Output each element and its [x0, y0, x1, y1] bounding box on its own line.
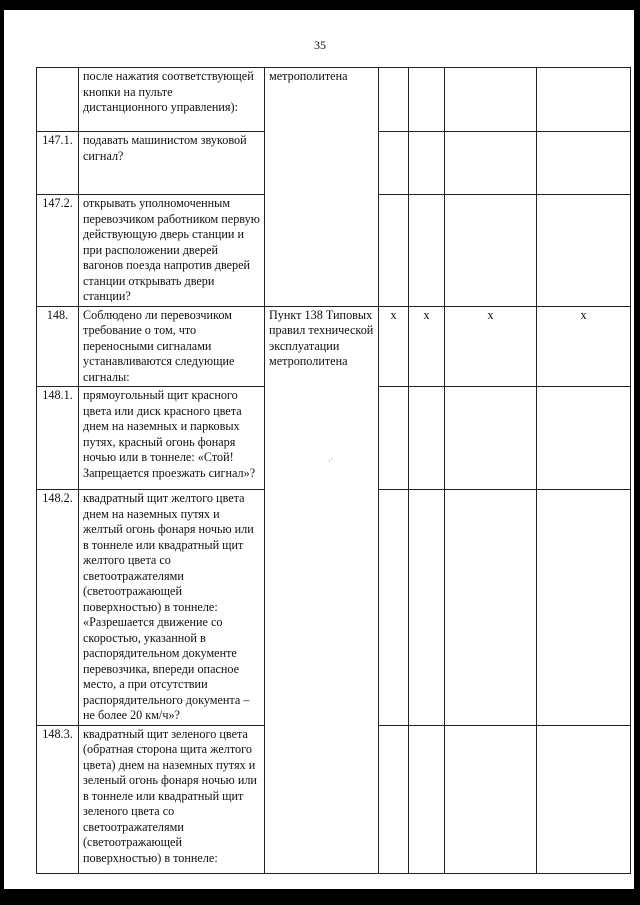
answer-no-cell: [409, 132, 445, 195]
note-cell: [537, 132, 631, 195]
note-cell: x: [537, 306, 631, 387]
answer-na-cell: [445, 725, 537, 873]
answer-no-cell: [409, 68, 445, 132]
answer-na-cell: [445, 132, 537, 195]
answer-yes-cell: [379, 195, 409, 307]
item-question: открывать уполномоченным перевозчиком работником первую действующую дверь станции и при расположении дверей вагонов поезда напротив дверей станции открывать двери станции?: [79, 195, 265, 307]
item-number: [37, 68, 79, 132]
answer-yes-cell: [379, 68, 409, 132]
scan-edge-bottom: [0, 889, 640, 905]
item-number: 148.3.: [37, 725, 79, 873]
table-row: [37, 306, 631, 387]
answer-yes-cell: [379, 725, 409, 873]
item-question: после нажатия соответствующей кнопки на пульте дистанционного управления):: [79, 68, 265, 132]
note-cell: [537, 490, 631, 726]
answer-na-cell: x: [445, 306, 537, 387]
answer-no-cell: x: [409, 306, 445, 387]
answer-no-cell: [409, 725, 445, 873]
answer-yes-cell: [379, 387, 409, 490]
checklist-table: [36, 67, 631, 874]
item-question: квадратный щит желтого цвета днем на наземных путях и желтый огонь фонаря ночью или в тоннеле или квадратный щит желтого цвета со светоотражателями (светоотражающей поверхностью) в тоннеле: «Разрешается движение со скоростью, указанной в распорядительном документе перевозчика, впереди опасное место, а при отсутствии распорядительного документа – не более 20 км/ч»?: [79, 490, 265, 726]
item-reference: Пункт 138 Типовых правил технической эксплуатации метрополитена: [265, 306, 379, 873]
note-cell: [537, 195, 631, 307]
page-number: 35: [314, 38, 326, 52]
item-reference: метрополитена: [265, 68, 379, 307]
answer-no-cell: [409, 195, 445, 307]
scan-edge-right: [634, 0, 640, 905]
note-cell: [537, 387, 631, 490]
item-number: 147.2.: [37, 195, 79, 307]
answer-no-cell: [409, 387, 445, 490]
note-cell: [537, 725, 631, 873]
scan-edge-top: [0, 0, 640, 10]
answer-yes-cell: x: [379, 306, 409, 387]
item-number: 148.1.: [37, 387, 79, 490]
item-number: 147.1.: [37, 132, 79, 195]
scan-speck: ·˙: [328, 457, 334, 466]
item-question: Соблюдено ли перевозчиком требование о том, что переносными сигналами устанавливаются следующие сигналы:: [79, 306, 265, 387]
answer-yes-cell: [379, 132, 409, 195]
answer-na-cell: [445, 68, 537, 132]
table-row: [37, 68, 631, 132]
answer-na-cell: [445, 387, 537, 490]
item-question: подавать машинистом звуковой сигнал?: [79, 132, 265, 195]
item-number: 148.: [37, 306, 79, 387]
answer-na-cell: [445, 195, 537, 307]
answer-yes-cell: [379, 490, 409, 726]
item-question: квадратный щит зеленого цвета (обратная сторона щита желтого цвета) днем на наземных путях и зеленый огонь фонаря ночью или в тоннеле или квадратный щит зеленого цвета со светоотражателями (светоотражающей поверхностью) в тоннеле:: [79, 725, 265, 873]
item-question: прямоугольный щит красного цвета или диск красного цвета днем на наземных и парковых путях, красный огонь фонаря ночью или в тоннеле: «Стой! Запрещается проезжать сигнал»?: [79, 387, 265, 490]
note-cell: [537, 68, 631, 132]
answer-na-cell: [445, 490, 537, 726]
answer-no-cell: [409, 490, 445, 726]
scan-edge-left: [0, 0, 4, 905]
item-number: 148.2.: [37, 490, 79, 726]
